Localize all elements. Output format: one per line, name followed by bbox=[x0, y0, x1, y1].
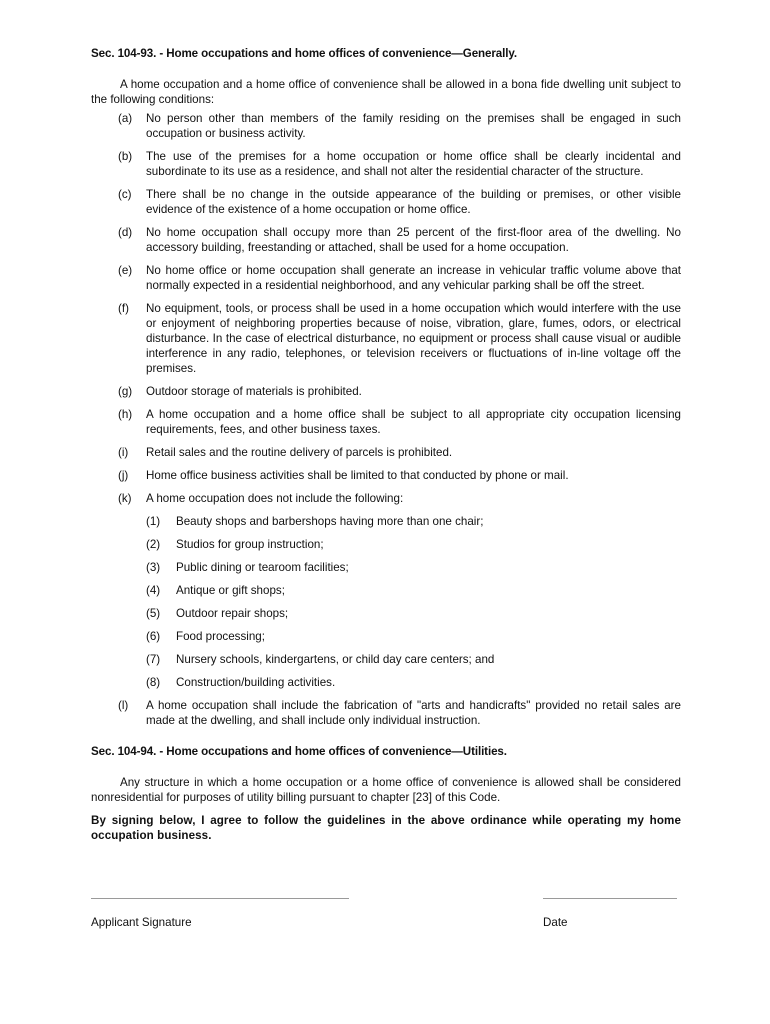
applicant-signature-label: Applicant Signature bbox=[91, 916, 192, 929]
clause-text: Retail sales and the routine delivery of parcels is prohibited. bbox=[146, 446, 453, 459]
subitem-text: Outdoor repair shops; bbox=[176, 607, 289, 620]
subitem-text: Food processing; bbox=[176, 630, 265, 643]
clause-f bbox=[91, 301, 681, 376]
clause-g bbox=[91, 384, 681, 399]
subitem-5 bbox=[91, 606, 681, 621]
subitem-7 bbox=[91, 652, 681, 667]
clause-text: There shall be no change in the outside appearance of the building or premises, or other visible evidence of the existence of a home occupation or home office. bbox=[146, 188, 681, 216]
clause-label: (d) bbox=[118, 226, 133, 239]
clause-text: No person other than members of the family residing on the premises shall be engaged in such occupation or business activity. bbox=[146, 112, 681, 140]
clause-text: No home occupation shall occupy more than 25 percent of the first-floor area of the dwelling. No accessory building, freestanding or attached, shall be used for a home occupation. bbox=[146, 226, 681, 254]
clause-k bbox=[91, 491, 681, 506]
clause-label: (f) bbox=[118, 302, 129, 315]
date-line[interactable] bbox=[543, 898, 677, 899]
subitem-4 bbox=[91, 583, 681, 598]
subitem-label: (5) bbox=[146, 607, 161, 620]
clause-label: (g) bbox=[118, 385, 133, 398]
section-intro: A home occupation and a home office of convenience shall be allowed in a bona fide dwelling unit subject to the following conditions: bbox=[91, 78, 681, 106]
clause-text: Home office business activities shall be limited to that conducted by phone or mail. bbox=[146, 469, 569, 482]
section-104-94-body: Any structure in which a home occupation or a home office of convenience is allowed shall be considered nonresidential for purposes of utility billing pursuant to chapter [23] of this Code. bbox=[91, 776, 681, 804]
signature-block bbox=[91, 898, 681, 938]
subitem-text: Public dining or tearoom facilities; bbox=[176, 561, 349, 574]
clause-text: A home occupation and a home office shall be subject to all appropriate city occupation licensing requirements, fees, and other business taxes. bbox=[146, 408, 681, 436]
clause-label: (e) bbox=[118, 264, 133, 277]
clause-text: A home occupation does not include the following: bbox=[146, 492, 404, 505]
clause-label: (j) bbox=[118, 469, 129, 482]
ordinance-text bbox=[91, 46, 681, 843]
clause-label: (i) bbox=[118, 446, 129, 459]
section-104-93-heading: Sec. 104-93. - Home occupations and home offices of convenience—Generally. bbox=[91, 47, 517, 60]
clause-label: (b) bbox=[118, 150, 133, 163]
subitem-6 bbox=[91, 629, 681, 644]
signature-line[interactable] bbox=[91, 898, 349, 899]
subitem-label: (7) bbox=[146, 653, 161, 666]
clause-label: (h) bbox=[118, 408, 133, 421]
subitem-8 bbox=[91, 675, 681, 690]
clause-text: The use of the premises for a home occupation or home office shall be clearly incidental and subordinate to its use as a residence, and shall not alter the residential character of the structure. bbox=[146, 150, 681, 178]
clause-text: Outdoor storage of materials is prohibited. bbox=[146, 385, 362, 398]
clause-l bbox=[91, 698, 681, 728]
clause-h bbox=[91, 407, 681, 437]
section-104-94-heading: Sec. 104-94. - Home occupations and home offices of convenience—Utilities. bbox=[91, 745, 507, 758]
subitem-text: Nursery schools, kindergartens, or child day care centers; and bbox=[176, 653, 495, 666]
date-label: Date bbox=[543, 916, 568, 929]
clause-b bbox=[91, 149, 681, 179]
clause-e bbox=[91, 263, 681, 293]
clause-text: No home office or home occupation shall generate an increase in vehicular traffic volume above that normally expected in a residential neighborhood, and any vehicular parking shall be off the street. bbox=[146, 264, 681, 292]
subitem-3 bbox=[91, 560, 681, 575]
subitem-label: (4) bbox=[146, 584, 161, 597]
clause-j bbox=[91, 468, 681, 483]
subitem-text: Construction/building activities. bbox=[176, 676, 336, 689]
agreement-statement: By signing below, I agree to follow the guidelines in the above ordinance while operating my home occupation business. bbox=[91, 814, 681, 842]
clause-c bbox=[91, 187, 681, 217]
subitem-label: (8) bbox=[146, 676, 161, 689]
clause-label: (k) bbox=[118, 492, 132, 505]
subitem-label: (2) bbox=[146, 538, 161, 551]
subitem-label: (1) bbox=[146, 515, 161, 528]
subitem-1 bbox=[91, 514, 681, 529]
clause-i bbox=[91, 445, 681, 460]
subitem-label: (3) bbox=[146, 561, 161, 574]
subitem-text: Beauty shops and barbershops having more than one chair; bbox=[176, 515, 484, 528]
clause-a bbox=[91, 111, 681, 141]
subitem-label: (6) bbox=[146, 630, 161, 643]
clause-label: (c) bbox=[118, 188, 132, 201]
clause-d bbox=[91, 225, 681, 255]
clause-label: (l) bbox=[118, 699, 129, 712]
subitem-2 bbox=[91, 537, 681, 552]
subitem-text: Antique or gift shops; bbox=[176, 584, 285, 597]
clause-text: No equipment, tools, or process shall be used in a home occupation which would interfere with the use or enjoyment of neighboring properties because of noise, vibration, glare, fumes, odors, or electrical disturbance. In the case of electrical disturbance, no equipment or process shall cause visual or audible interference in any radio, telephones, or television receivers or fluctuations of in-line voltage off the premises. bbox=[146, 302, 681, 375]
clause-label: (a) bbox=[118, 112, 133, 125]
clause-text: A home occupation shall include the fabrication of "arts and handicrafts" provided no retail sales are made at the dwelling, and shall include only individual instruction. bbox=[146, 699, 681, 727]
subitem-text: Studios for group instruction; bbox=[176, 538, 324, 551]
